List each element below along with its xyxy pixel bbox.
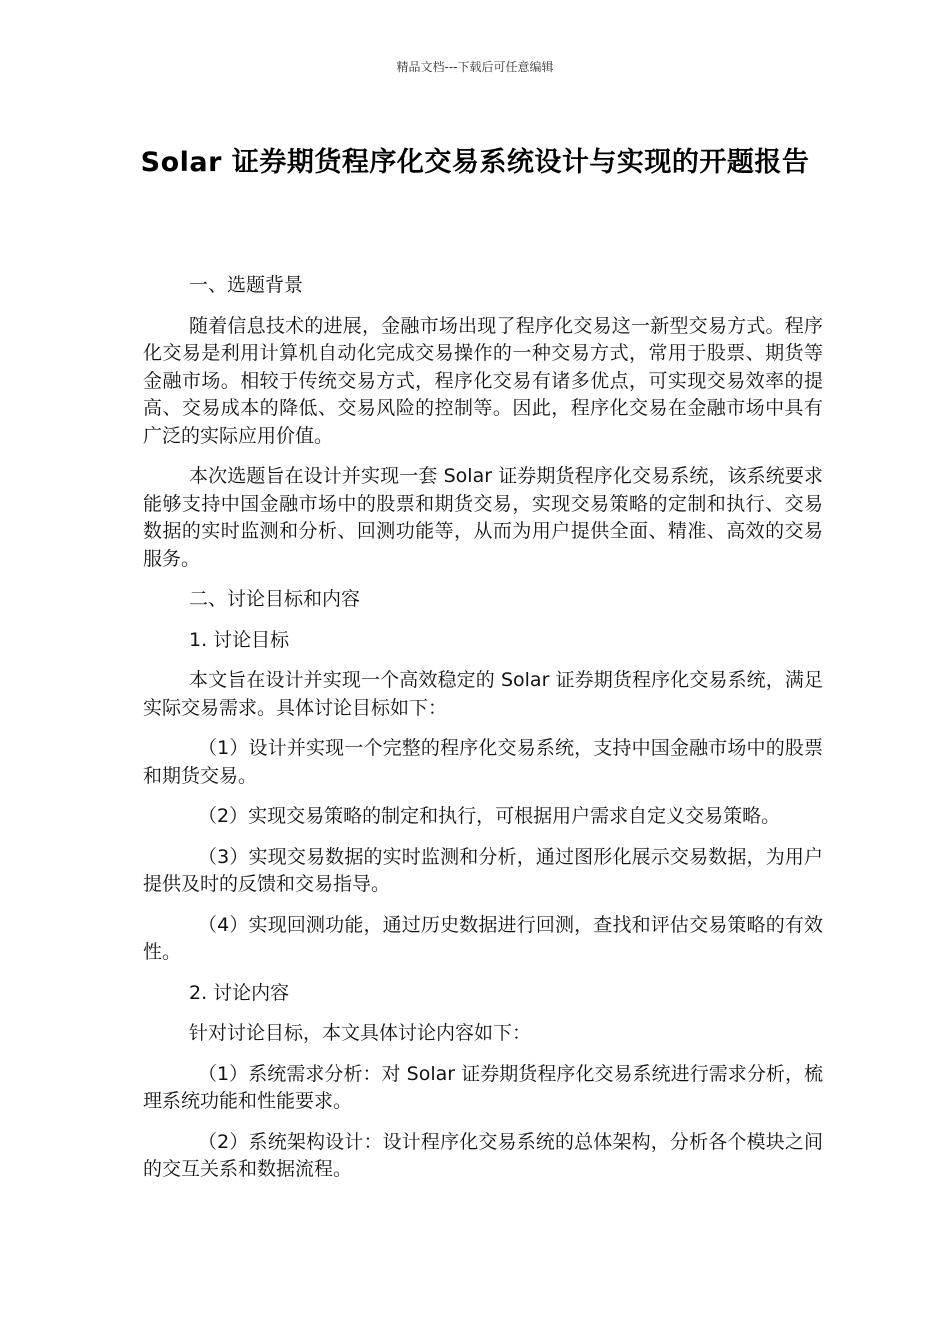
goal-item: （2）实现交易策略的制定和执行，可根据用户需求自定义交易策略。 [198, 805, 781, 827]
goal-item: （4）实现回测功能，通过历史数据进行回测，查找和评估交易策略的有效性。 [143, 913, 823, 963]
goal-item: （1）设计并实现一个完整的程序化交易系统，支持中国金融市场中的股票和期货交易。 [143, 737, 823, 787]
content-item: （1）系统需求分析：对 Solar 证券期货程序化交易系统进行需求分析，梳理系统功能和性能要求。 [143, 1062, 823, 1112]
subheading-goals: 1. 讨论目标 [189, 628, 290, 651]
paragraph-content-intro: 针对讨论目标，本文具体讨论内容如下： [189, 1022, 532, 1044]
goal-item: （3）实现交易数据的实时监测和分析，通过图形化展示交易数据，为用户提供及时的反馈和交易指导。 [143, 845, 823, 895]
paragraph-background-2: 本次选题旨在设计并实现一套 Solar 证券期货程序化交易系统，该系统要求能够支持中国金融市场中的股票和期货交易，实现交易策略的定制和执行、交易数据的实时监测和分析、回测功能等，从而为用户提供全面、精准、高效的交易服务。 [143, 465, 823, 570]
section-heading-goals-content: 二、讨论目标和内容 [189, 588, 361, 610]
paragraph-goals-intro: 本文旨在设计并实现一个高效稳定的 Solar 证券期货程序化交易系统，满足实际交易需求。具体讨论目标如下： [143, 669, 823, 719]
document-title: Solar 证券期货程序化交易系统设计与实现的开题报告 [140, 147, 810, 178]
paragraph-background-1: 随着信息技术的进展，金融市场出现了程序化交易这一新型交易方式。程序化交易是利用计算机自动化完成交易操作的一种交易方式，常用于股票、期货等金融市场。相较于传统交易方式，程序化交易有诸多优点，可实现交易效率的提高、交易成本的降低、交易风险的控制等。因此，程序化交易在金融市场中具有广泛的实际应用价值。 [143, 314, 823, 447]
header-note: 精品文档---下载后可任意编辑 [396, 60, 554, 74]
document-body [143, 272, 823, 1197]
content-item: （2）系统架构设计：设计程序化交易系统的总体架构，分析各个模块之间的交互关系和数据流程。 [143, 1130, 823, 1180]
section-heading-background: 一、选题背景 [189, 274, 304, 296]
subheading-content: 2. 讨论内容 [189, 981, 290, 1004]
